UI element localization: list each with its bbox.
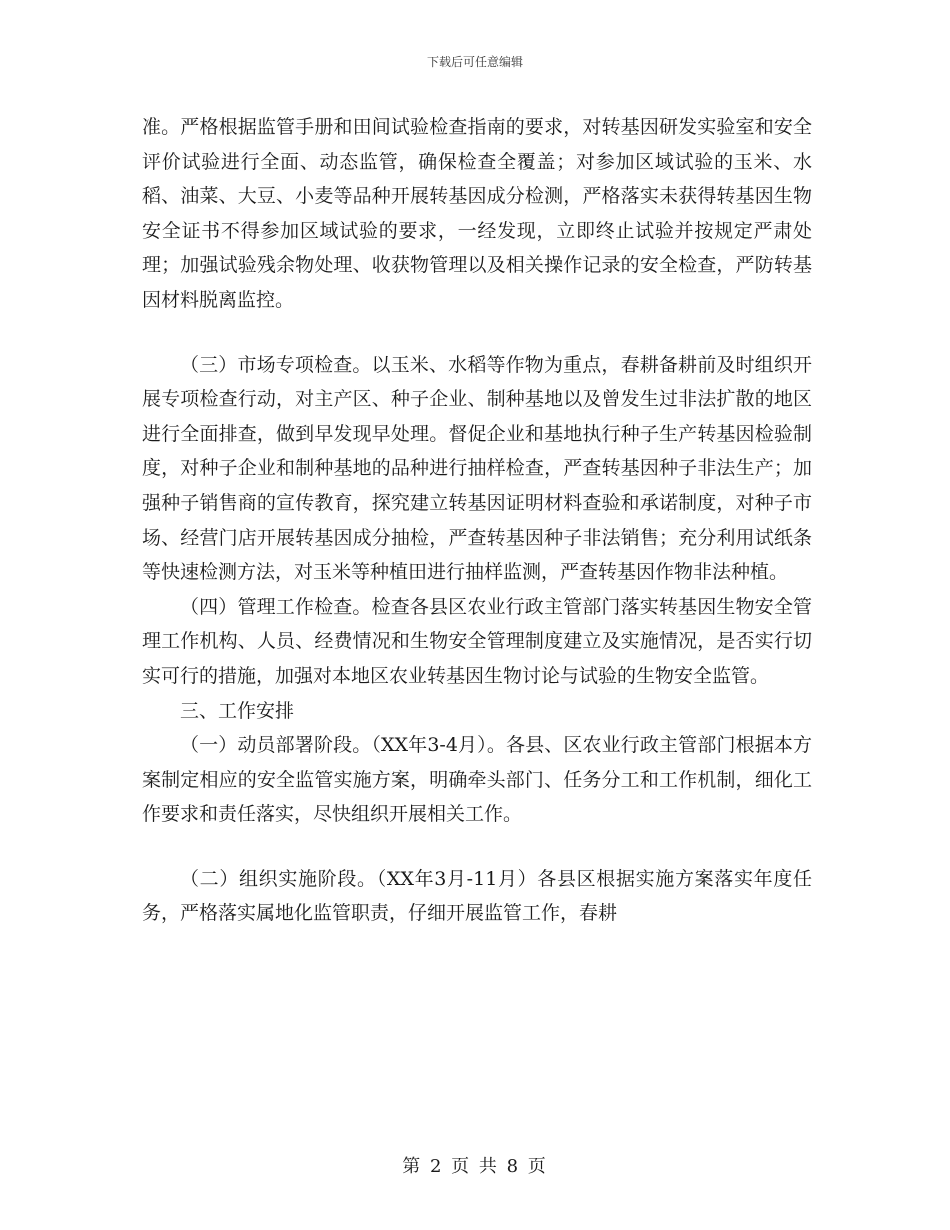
paragraph-market-inspection: （三）市场专项检查。以玉米、水稻等作物为重点，春耕备耕前及时组织开展专项检查行动，对主产区、种子企业、制种基地以及曾发生过非法扩散的地区进行全面排查，做到早发现早处理。督促企业和基地执行种子生产转基因检验制度，对种子企业和制种基地的品种进行抽样检查，严查转基因种子非法生产；加强种子销售商的宣传教育，探究建立转基因证明材料查验和承诺制度，对种子市场、经营门店开展转基因成分抽检，严查转基因种子非法销售；充分利用试纸条等快速检测方法，对玉米等种植田进行抽样监测，严查转基因作物非法种植。 — [142, 353, 812, 584]
paragraph-lab-inspection: 准。严格根据监管手册和田间试验检查指南的要求，对转基因研发实验室和安全评价试验进行全面、动态监管，确保检查全覆盖；对参加区域试验的玉米、水稻、油菜、大豆、小麦等品种开展转基因成分检测，严格落实未获得转基因生物安全证书不得参加区域试验的要求，一经发现，立即终止试验并按规定严肃处理；加强试验残余物处理、收获物管理以及相关操作记录的安全检查，严防转基因材料脱离监控。 — [142, 116, 812, 311]
page-header-note: 下载后可任意编辑 — [426, 55, 523, 69]
section-heading-work-arrangement: 三、工作安排 — [180, 699, 295, 722]
paragraph-implementation-stage: （二）组织实施阶段。（XX年3月-11月）各县区根据实施方案落实年度任务，严格落实属地化监管职责，仔细开展监管工作，春耕 — [142, 867, 812, 925]
document-body — [142, 110, 812, 931]
page-number-footer: 第 2 页 共 8 页 — [402, 1156, 548, 1177]
paragraph-management-inspection: （四）管理工作检查。检查各县区农业行政主管部门落实转基因生物安全管理工作机构、人员、经费情况和生物安全管理制度建立及实施情况，是否实行切实可行的措施，加强对本地区农业转基因生物讨论与试验的生物安全监管。 — [142, 595, 812, 687]
paragraph-mobilization-stage: （一）动员部署阶段。（XX年3-4月）。各县、区农业行政主管部门根据本方案制定相应的安全监管实施方案，明确牵头部门、任务分工和工作机制，细化工作要求和责任落实，尽快组织开展相关工作。 — [142, 734, 812, 826]
